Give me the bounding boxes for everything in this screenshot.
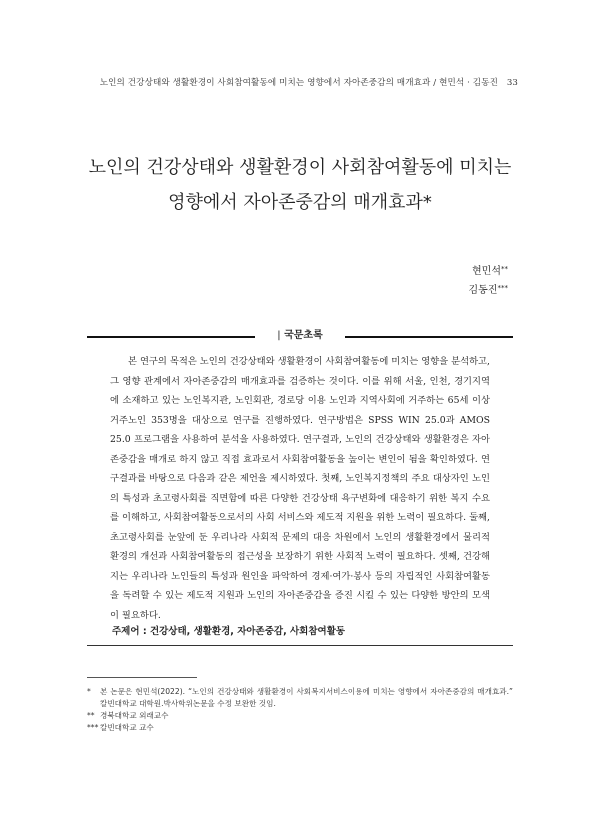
keywords-label: 주제어 : — [112, 626, 147, 637]
abstract-body: 본 연구의 목적은 노인의 건강상태와 생활환경이 사회참여활동에 미치는 영향을 분석하고, 그 영향 관계에서 자아존중감의 매개효과를 검증하는 것이다. 이를 위해 서울, 인천, 경기지역에 소재하고 있는 노인복지관, 노인회관, 경로당 이용 노인과 지역사회에 거주하는 65세 이상 거주노인 353명을 대상으로 연구를 진행하였다. 연구방법은 SPSS WIN 25.0과 AMOS 25.0 프로그램을 사용하여 분석을 사용하였다. 연구결과, 노인의 건강상태와 생활환경은 자아존중감을 매개로 하지 않고 직접 효과로서 사회참여활동을 높이는 변인이 됨을 확인하였다. 연구결과를 바탕으로 다음과 같은 제언을 제시하였다. 첫째, 노인복지정책의 주요 대상자인 노인의 특성과 초고령사회를 직면함에 따른 다양한 건강상태 욕구변화에 대응하기 위한 복지 수요를 이해하고, 사회참여활동으로서의 사회 서비스와 제도적 지원을 위한 노력이 필요하다. 둘째, 초고령사회를 눈앞에 둔 우리나라 사회적 문제의 대응 차원에서 노인의 생활환경에서 물리적 환경의 개선과 사회참여활동의 접근성을 보장하기 위한 사회적 노력이 필요하다. 셋째, 건강해지는 우리나라 노인들의 특성과 원인을 파악하여 경제·여가·봉사 등의 자립적인 사회참여활동을 독려할 수 있는 제도적 지원과 노인의 자아존중감을 증진 시킬 수 있는 다양한 방안의 모색이 필요하다. — [110, 356, 490, 621]
author-2-mark: *** — [497, 284, 508, 292]
page-number: 33 — [506, 78, 518, 88]
running-header-authors: 현민석 · 김동진 — [439, 78, 499, 88]
author-2-name: 김동진 — [468, 285, 498, 296]
footnotes — [87, 686, 513, 734]
keywords-items: 건강상태, 생활환경, 자아존중감, 사회참여활동 — [149, 626, 346, 637]
abstract-heading-bar: | — [277, 330, 281, 341]
abstract-heading-text: 국문초록 — [284, 330, 323, 341]
paper-title-line-1: 노인의 건강상태와 생활환경이 사회참여활동에 미치는 — [88, 157, 512, 178]
author-1 — [472, 262, 508, 277]
author-1-mark: ** — [501, 265, 508, 273]
footnote-3-mark: *** — [87, 723, 99, 732]
footnote-3-text: 칼빈대학교 교수 — [100, 723, 154, 732]
running-header-separator: / — [433, 78, 437, 88]
keywords — [112, 623, 345, 637]
abstract-heading-label — [87, 330, 513, 342]
paper-title-line-2: 영향에서 자아존중감의 매개효과* — [168, 192, 432, 213]
footnote-2 — [87, 710, 513, 722]
footnote-3 — [87, 722, 513, 734]
author-1-name: 현민석 — [472, 266, 501, 277]
paper-title — [0, 150, 600, 220]
footnote-1 — [87, 686, 513, 710]
author-2 — [469, 281, 508, 296]
footnote-2-mark: ** — [87, 711, 95, 720]
footnote-1-text: 본 논문은 현민석(2022). “노인의 건강상태와 생활환경이 사회복지서비스이용에 미치는 영향에서 자아존중감의 매개효과.” 칼빈대학교 대학원.박사학위논문을 수정 보완한 것임. — [100, 687, 513, 708]
footnote-2-text: 경북대학교 외래교수 — [100, 711, 169, 720]
footnote-divider — [87, 677, 197, 678]
abstract-heading — [87, 330, 513, 342]
running-header — [100, 76, 518, 88]
running-header-title: 노인의 건강상태와 생활환경이 사회참여활동에 미치는 영향에서 자아존중감의 매개효과 — [99, 78, 431, 88]
keywords-divider — [87, 645, 513, 646]
footnote-1-mark: * — [87, 687, 91, 696]
